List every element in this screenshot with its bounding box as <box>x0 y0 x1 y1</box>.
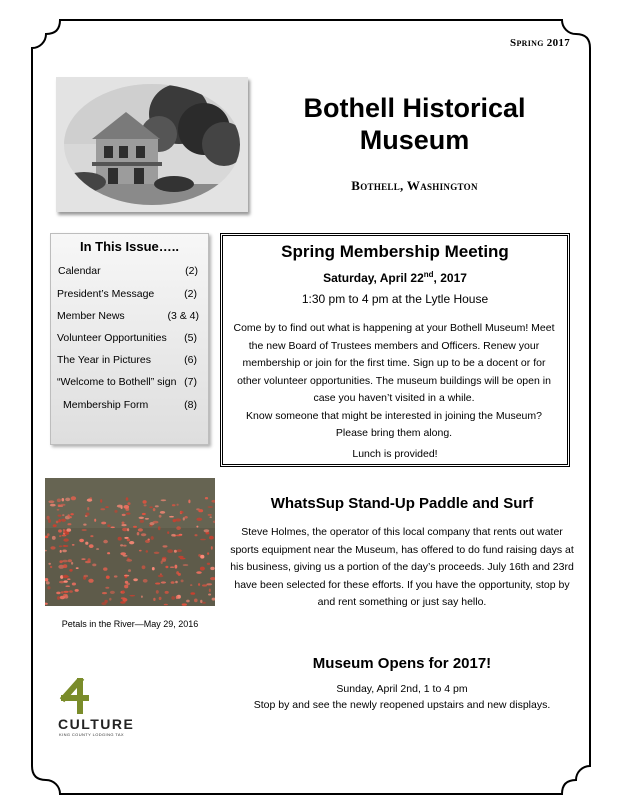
title-line-1: Bothell Historical <box>303 93 526 123</box>
in-this-issue-heading: In This Issue….. <box>80 239 179 254</box>
whatsup-title: WhatsSup Stand-Up Paddle and Surf <box>270 495 534 512</box>
meeting-date <box>223 270 567 285</box>
toc-item <box>57 332 203 344</box>
museum-house-photo <box>56 77 248 212</box>
petals-river-photo <box>45 478 215 606</box>
meeting-body-text: Come by to find out what is happening at your Bothell Museum! Meet the new Board of Trustees members and Officers. Renew your membership or join for the first time. Sign up to be a docent or for other volunteer opportunities. The museum buildings will be open in case you haven’t visited in a while. <box>233 322 555 404</box>
newsletter-title <box>262 92 567 156</box>
toc-item-label: “Welcome to Bothell” sign <box>57 376 177 388</box>
issue-date: Spring 2017 <box>510 37 570 49</box>
logo-wordmark: CULTURE <box>58 716 135 732</box>
toc-item-label: Volunteer Opportunities <box>57 332 167 344</box>
toc-item-page: (2) <box>184 288 197 300</box>
meeting-description <box>231 320 557 443</box>
toc-item-page: (3 & 4) <box>167 310 199 322</box>
meeting-title: Spring Membership Meeting <box>281 242 509 261</box>
museum-opens-article <box>230 655 574 713</box>
toc-item-label: President’s Message <box>57 288 155 300</box>
in-this-issue-box <box>50 233 209 445</box>
meeting-lunch-note: Lunch is provided! <box>352 448 438 460</box>
meeting-body-invite: Know someone that might be interested in joining the Museum? Please bring them along. <box>246 409 542 439</box>
toc-item <box>63 399 203 411</box>
toc-item <box>58 265 204 277</box>
toc-item-label: Member News <box>57 310 125 322</box>
meeting-date-suffix: nd <box>423 270 434 279</box>
membership-meeting-box <box>220 233 570 467</box>
toc-item-page: (6) <box>184 354 197 366</box>
newsletter-location: Bothell, Washington <box>351 178 478 193</box>
logo-tagline: KING COUNTY LODGING TAX <box>59 732 124 737</box>
meeting-date-main: Saturday, April 22 <box>323 271 424 285</box>
toc-item-page: (7) <box>184 376 197 388</box>
opens-description: Stop by and see the newly reopened upstairs and new displays. <box>253 699 551 711</box>
4culture-logo <box>58 678 158 738</box>
whatsup-article <box>230 495 574 612</box>
meeting-time: 1:30 pm to 4 pm at the Lytle House <box>301 292 489 306</box>
toc-item-label: Membership Form <box>63 399 149 411</box>
whatsup-body: Steve Holmes, the operator of this local company that rents out water sports equipment near the Museum, has offered to do fund raising days at his business, giving us a portion of the day’s proceeds. July 16th and 23rd have been selected for these efforts. If you have the opportunity, stop by and rent something or just say hello. <box>230 526 574 608</box>
toc-item <box>57 376 203 388</box>
toc-item-page: (2) <box>185 265 198 277</box>
toc-item-label: The Year in Pictures <box>57 354 151 366</box>
toc-item-page: (5) <box>184 332 197 344</box>
meeting-date-year: , 2017 <box>433 271 467 285</box>
toc-item-label: Calendar <box>58 265 101 277</box>
toc-item <box>57 310 203 322</box>
opens-date: Sunday, April 2nd, 1 to 4 pm <box>336 683 468 695</box>
photo-caption: Petals in the River—May 29, 2016 <box>61 619 199 629</box>
opens-title: Museum Opens for 2017! <box>312 655 492 672</box>
toc-item <box>57 288 203 300</box>
4culture-numeral-icon <box>58 678 98 716</box>
toc-item <box>57 354 203 366</box>
toc-item-page: (8) <box>184 399 197 411</box>
title-line-2: Museum <box>359 125 470 155</box>
